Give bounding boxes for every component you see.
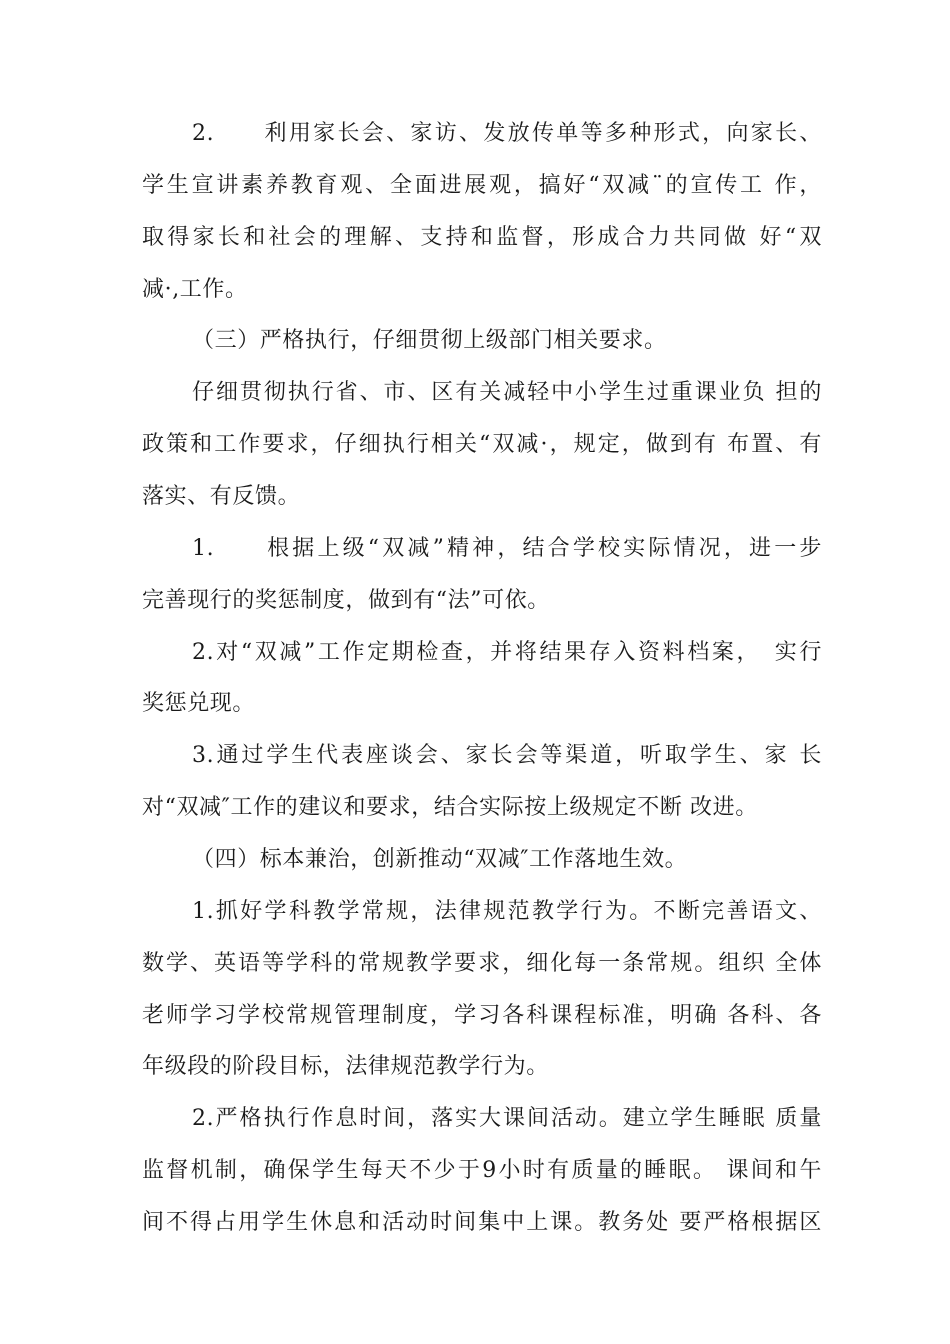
text-line: 奖惩兑现。 [142,691,256,716]
text-line: 1.抓好学科教学常规，法律规范教学行为。不断完善语文、 [192,899,822,924]
text-line: 3.通过学生代表座谈会、家长会等渠道，听取学生、家 长 [192,743,822,768]
section-heading: （三）严格执行，仔细贯彻上级部门相关要求。 [192,328,667,353]
text-line: 2.对“双减”工作定期检查，并将结果存入资料档案， 实行 [192,640,822,665]
text-line: 对“双减″工作的建议和要求，结合实际按上级规定不断 改进。 [142,795,758,820]
text-line: 政策和工作要求，仔细执行相关“双减·，规定，做到有 布置、有 [142,432,822,457]
text-line: 仔细贯彻执行省、市、区有关减轻中小学生过重课业负 担的 [192,380,822,405]
text-line: 年级段的阶段目标，法律规范教学行为。 [142,1054,549,1079]
section-heading: （四）标本兼治，创新推动“双减″工作落地生效。 [192,847,688,872]
text-line: 完善现行的奖惩制度，做到有“法”可依。 [142,588,550,613]
text-line: 减·,工作。 [142,277,248,302]
text-line: 落实、有反馈。 [142,484,301,509]
text-line: 学生宣讲素养教育观、全面进展观，搞好“双减¨的宣传工 作， [142,173,822,198]
text-line: 2. 利用家长会、家访、发放传单等多种形式，向家长、 [192,121,822,146]
text-line: 1. 根据上级“双减”精神，结合学校实际情况，进一步 [192,536,822,561]
text-line: 数学、英语等学科的常规教学要求，细化每一条常规。组织 全体 [142,951,822,976]
text-line: 2.严格执行作息时间，落实大课间活动。建立学生睡眠 质量 [192,1106,822,1131]
text-line: 监督机制，确保学生每天不少于9小时有质量的睡眠。 课间和午 [142,1158,822,1183]
text-line: 老师学习学校常规管理制度，学习各科课程标准，明确 各科、各 [142,1003,822,1028]
text-line: 间不得占用学生休息和活动时间集中上课。教务处 要严格根据区 [142,1210,822,1235]
text-line: 取得家长和社会的理解、支持和监督，形成合力共同做 好“双 [142,225,822,250]
